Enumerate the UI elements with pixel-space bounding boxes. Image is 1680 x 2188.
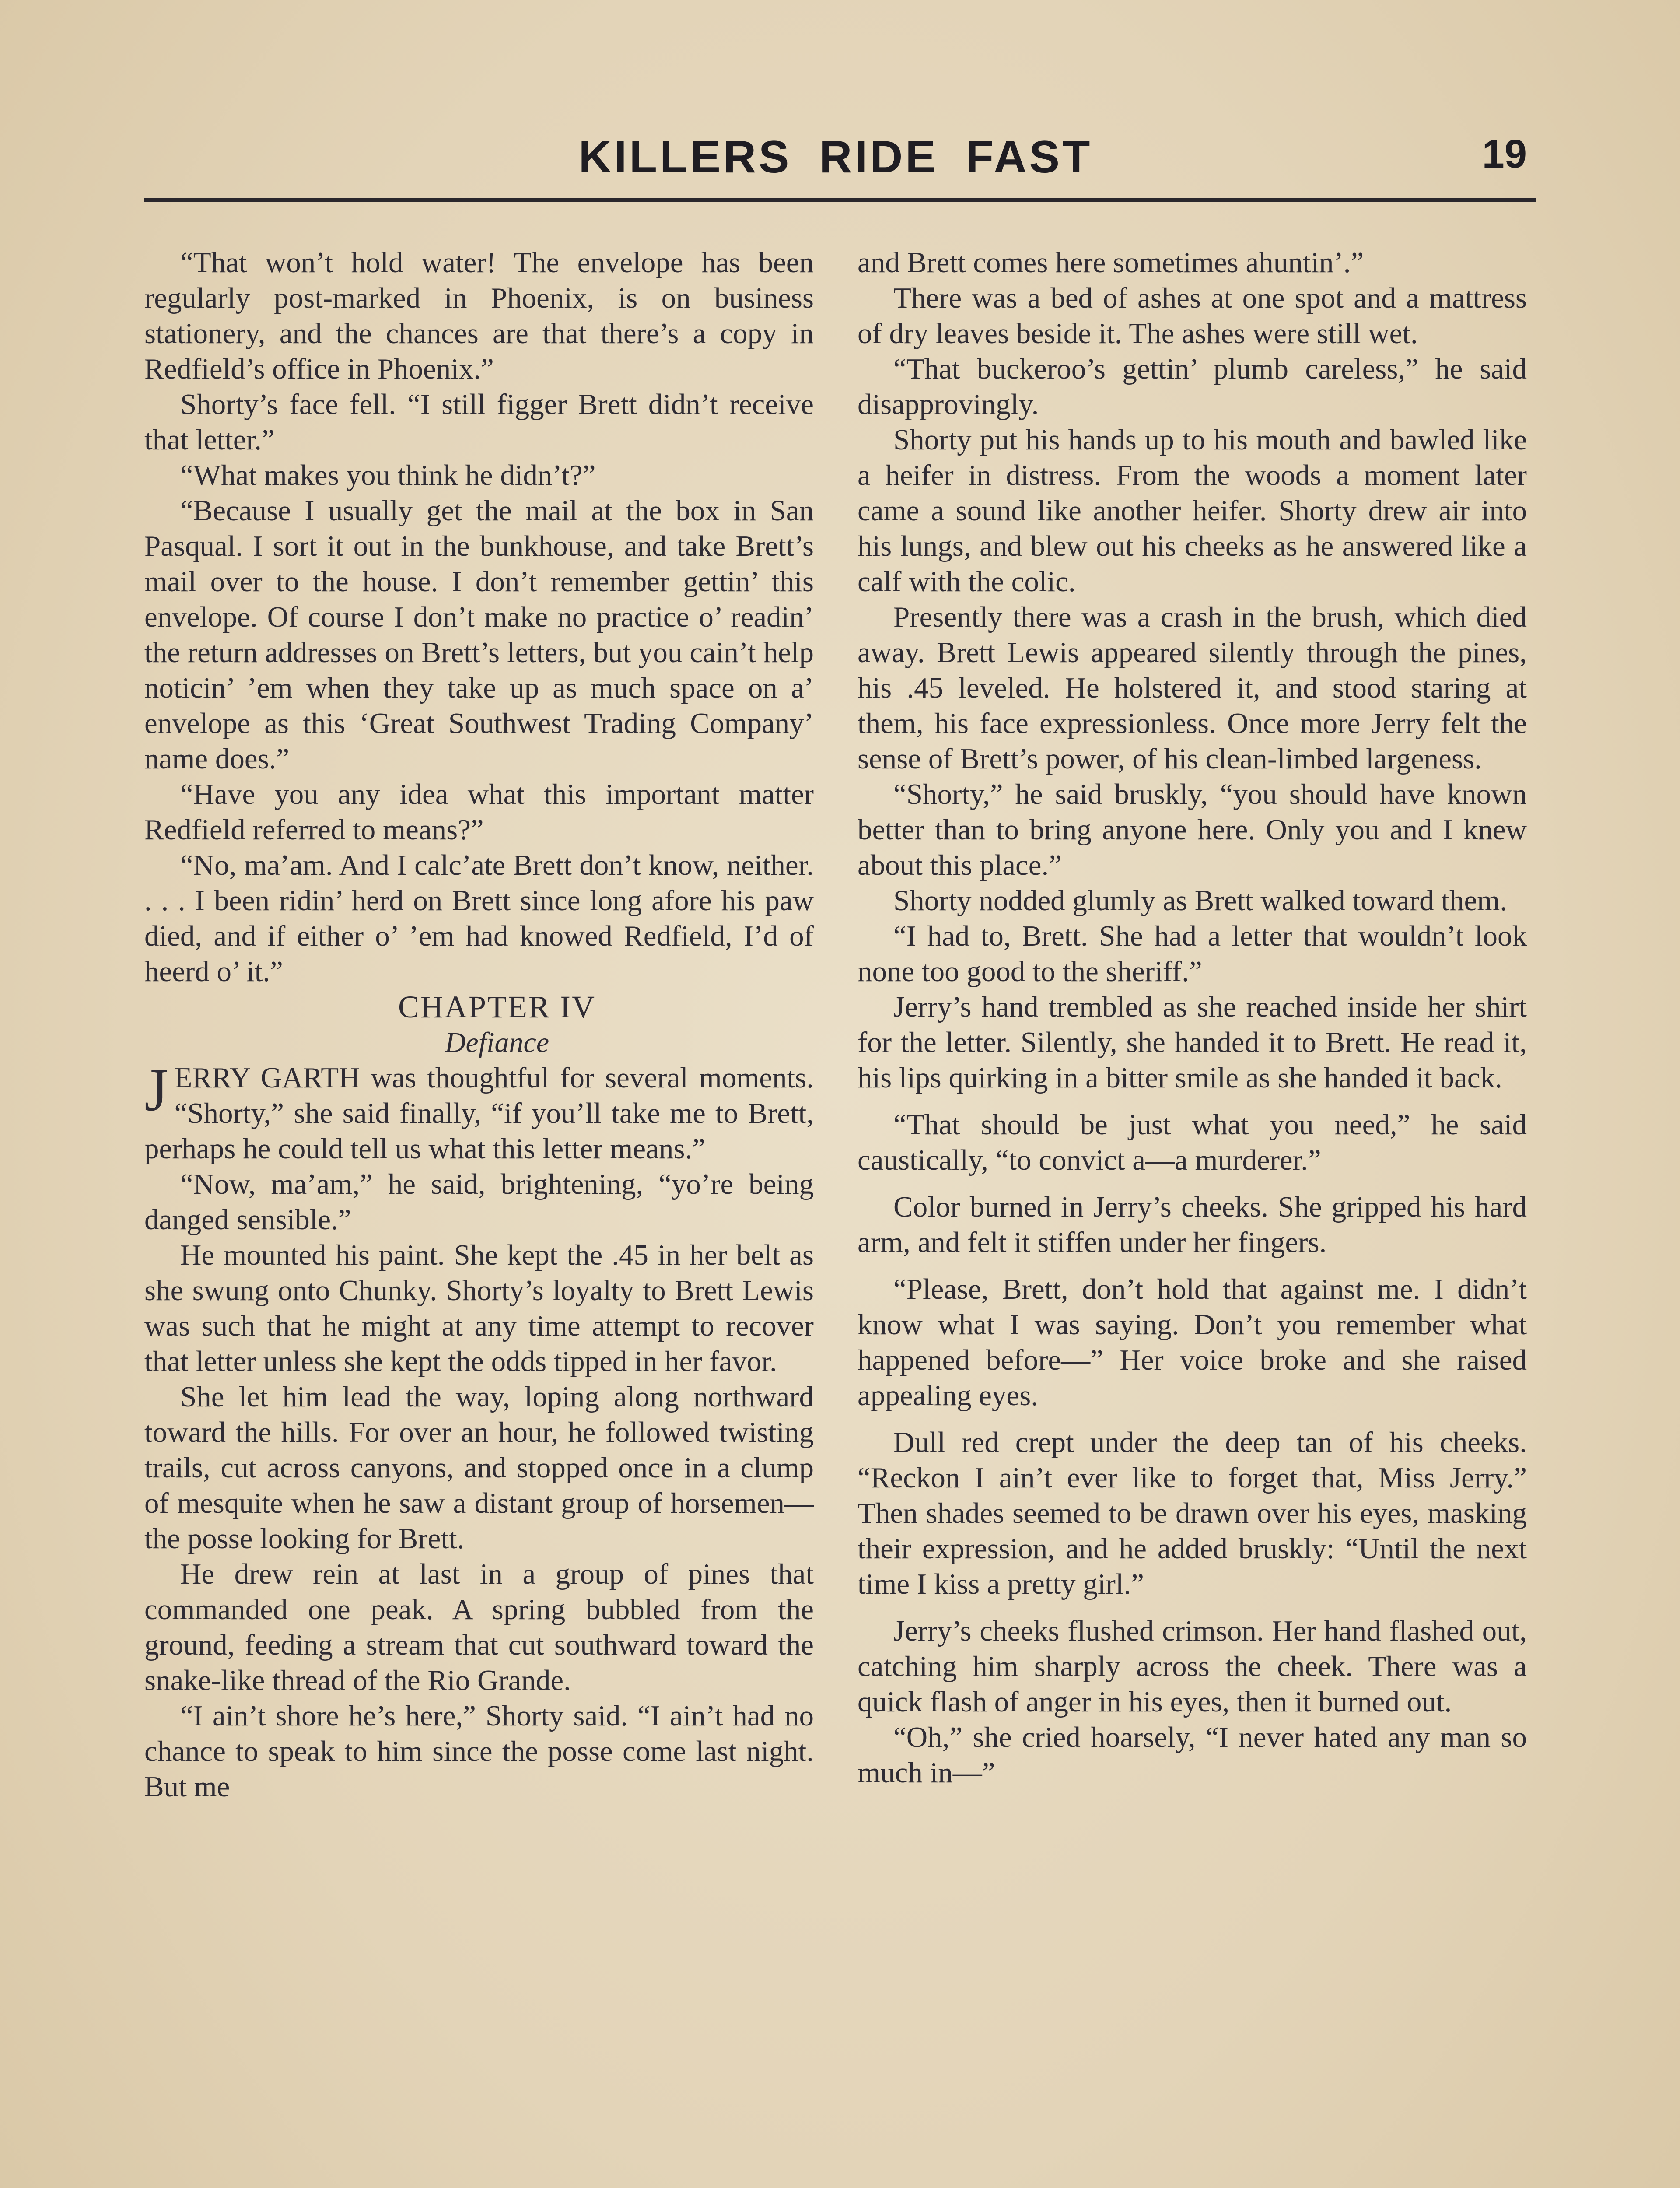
paragraph: Shorty put his hands up to his mouth and bawled like a heifer in distress. From the woods a moment later came a sound like another heifer. Shorty drew air into his lungs, and blew out his cheeks as he answered like a calf with the colic. bbox=[858, 424, 1527, 598]
paragraph: Dull red crept under the deep tan of his cheeks. “Reckon I ain’t ever like to forget that, Miss Jerry.” Then shades seemed to be drawn over his eyes, masking their expression, and he added bruskly: “Until the next time I kiss a pretty girl.” bbox=[858, 1426, 1527, 1600]
right-column bbox=[858, 245, 1527, 1791]
paragraph: “Oh,” she cried hoarsely, “I never hated any man so much in—” bbox=[858, 1721, 1527, 1789]
paragraph: She let him lead the way, loping along northward toward the hills. For over an hour, he followed twisting trails, cut across canyons, and stopped once in a clump of mesquite when he saw a distant group of horsemen—the posse looking for Brett. bbox=[144, 1381, 814, 1555]
left-column bbox=[144, 245, 814, 1805]
running-title: KILLERS RIDE FAST bbox=[578, 132, 1093, 182]
paragraph: “Have you any idea what this important matter Redfield referred to means?” bbox=[144, 778, 814, 846]
paragraph: “No, ma’am. And I calc’ate Brett don’t know, neither. . . . I been ridin’ herd on Brett since long afore his paw died, and if either o’ ’em had knowed Redfield, I’d of heerd o’ it.” bbox=[144, 849, 814, 988]
paragraph: Color burned in Jerry’s cheeks. She gripped his hard arm, and felt it stiffen under her fingers. bbox=[858, 1191, 1527, 1259]
paragraph: “Because I usually get the mail at the box in San Pasqual. I sort it out in the bunkhouse, and take Brett’s mail over to the house. I don’t remember gettin’ this envelope. Of course I don’t make no practice o’ readin’ the return addresses on Brett’s letters, but you cain’t help noticin’ ’em when they take up as much space on a’ envelope as this ‘Great Southwest Trading Company’ name does.” bbox=[144, 494, 814, 775]
paragraph: “Please, Brett, don’t hold that against me. I didn’t know what I was saying. Don’t you remember what happened before—” Her voice broke and she raised appealing eyes. bbox=[858, 1273, 1527, 1412]
chapter-opening-paragraph bbox=[144, 1056, 814, 1167]
paragraph: “That won’t hold water! The envelope has been regularly post-marked in Phoenix, is on business stationery, and the chances are that there’s a copy in Redfield’s office in Phoenix.” bbox=[144, 246, 814, 385]
paragraph: He mounted his paint. She kept the .45 in her belt as she swung onto Chunky. Shorty’s loyalty to Brett Lewis was such that he might at any time attempt to recover that letter unless she kept the odds tipped in her favor. bbox=[144, 1239, 814, 1378]
paragraph: “I had to, Brett. She had a letter that wouldn’t look none too good to the sheriff.” bbox=[858, 920, 1527, 988]
page-header bbox=[144, 131, 1527, 188]
paragraph: Shorty nodded glumly as Brett walked toward them. bbox=[893, 884, 1508, 917]
header-rule bbox=[144, 198, 1536, 202]
chapter-heading: CHAPTER IV bbox=[398, 989, 596, 1024]
continued-paragraph: and Brett comes here sometimes ahuntin’.” bbox=[858, 246, 1364, 279]
paragraph: Presently there was a crash in the brush, which died away. Brett Lewis appeared silently through the pines, his .45 leveled. He holstered it, and stood staring at them, his face expressionless. Once more Jerry felt the sense of Brett’s power, of his clean-limbed largeness. bbox=[858, 601, 1527, 775]
paragraph: “What makes you think he didn’t?” bbox=[180, 459, 596, 491]
page-number: 19 bbox=[1482, 132, 1527, 176]
chapter-subtitle: Defiance bbox=[444, 1027, 550, 1059]
paragraph: There was a bed of ashes at one spot and a mattress of dry leaves beside it. The ashes were still wet. bbox=[858, 282, 1527, 350]
opening-paragraph-text: ERRY GARTH was thoughtful for several moments. “Shorty,” she said finally, “if you’ll take me to Brett, perhaps he could tell us what this letter means.” bbox=[144, 1062, 814, 1165]
paragraph: He drew rein at last in a group of pines that commanded one peak. A spring bubbled from the ground, feeding a stream that cut southward toward the snake-like thread of the Rio Grande. bbox=[144, 1558, 814, 1697]
paragraph: Jerry’s cheeks flushed crimson. Her hand flashed out, catching him sharply across the cheek. There was a quick flash of anger in his eyes, then it burned out. bbox=[858, 1615, 1527, 1718]
paragraph: Shorty’s face fell. “I still figger Brett didn’t receive that letter.” bbox=[144, 388, 814, 456]
paragraph: “Now, ma’am,” he said, brightening, “yo’re being danged sensible.” bbox=[144, 1168, 814, 1236]
paragraph: “I ain’t shore he’s here,” Shorty said. “I ain’t had no chance to speak to him since the posse come last night. But me bbox=[144, 1700, 814, 1803]
paragraph: “That buckeroo’s gettin’ plumb careless,” he said disapprovingly. bbox=[858, 353, 1527, 421]
paragraph: Jerry’s hand trembled as she reached inside her shirt for the letter. Silently, she handed it to Brett. He read it, his lips quirking in a bitter smile as she handed it back. bbox=[858, 991, 1527, 1094]
drop-cap: J bbox=[144, 1056, 168, 1124]
paragraph: “Shorty,” he said bruskly, “you should have known better than to bring anyone here. Only you and I knew about this place.” bbox=[858, 778, 1527, 881]
paragraph: “That should be just what you need,” he said caustically, “to convict a—a murderer.” bbox=[858, 1108, 1527, 1176]
